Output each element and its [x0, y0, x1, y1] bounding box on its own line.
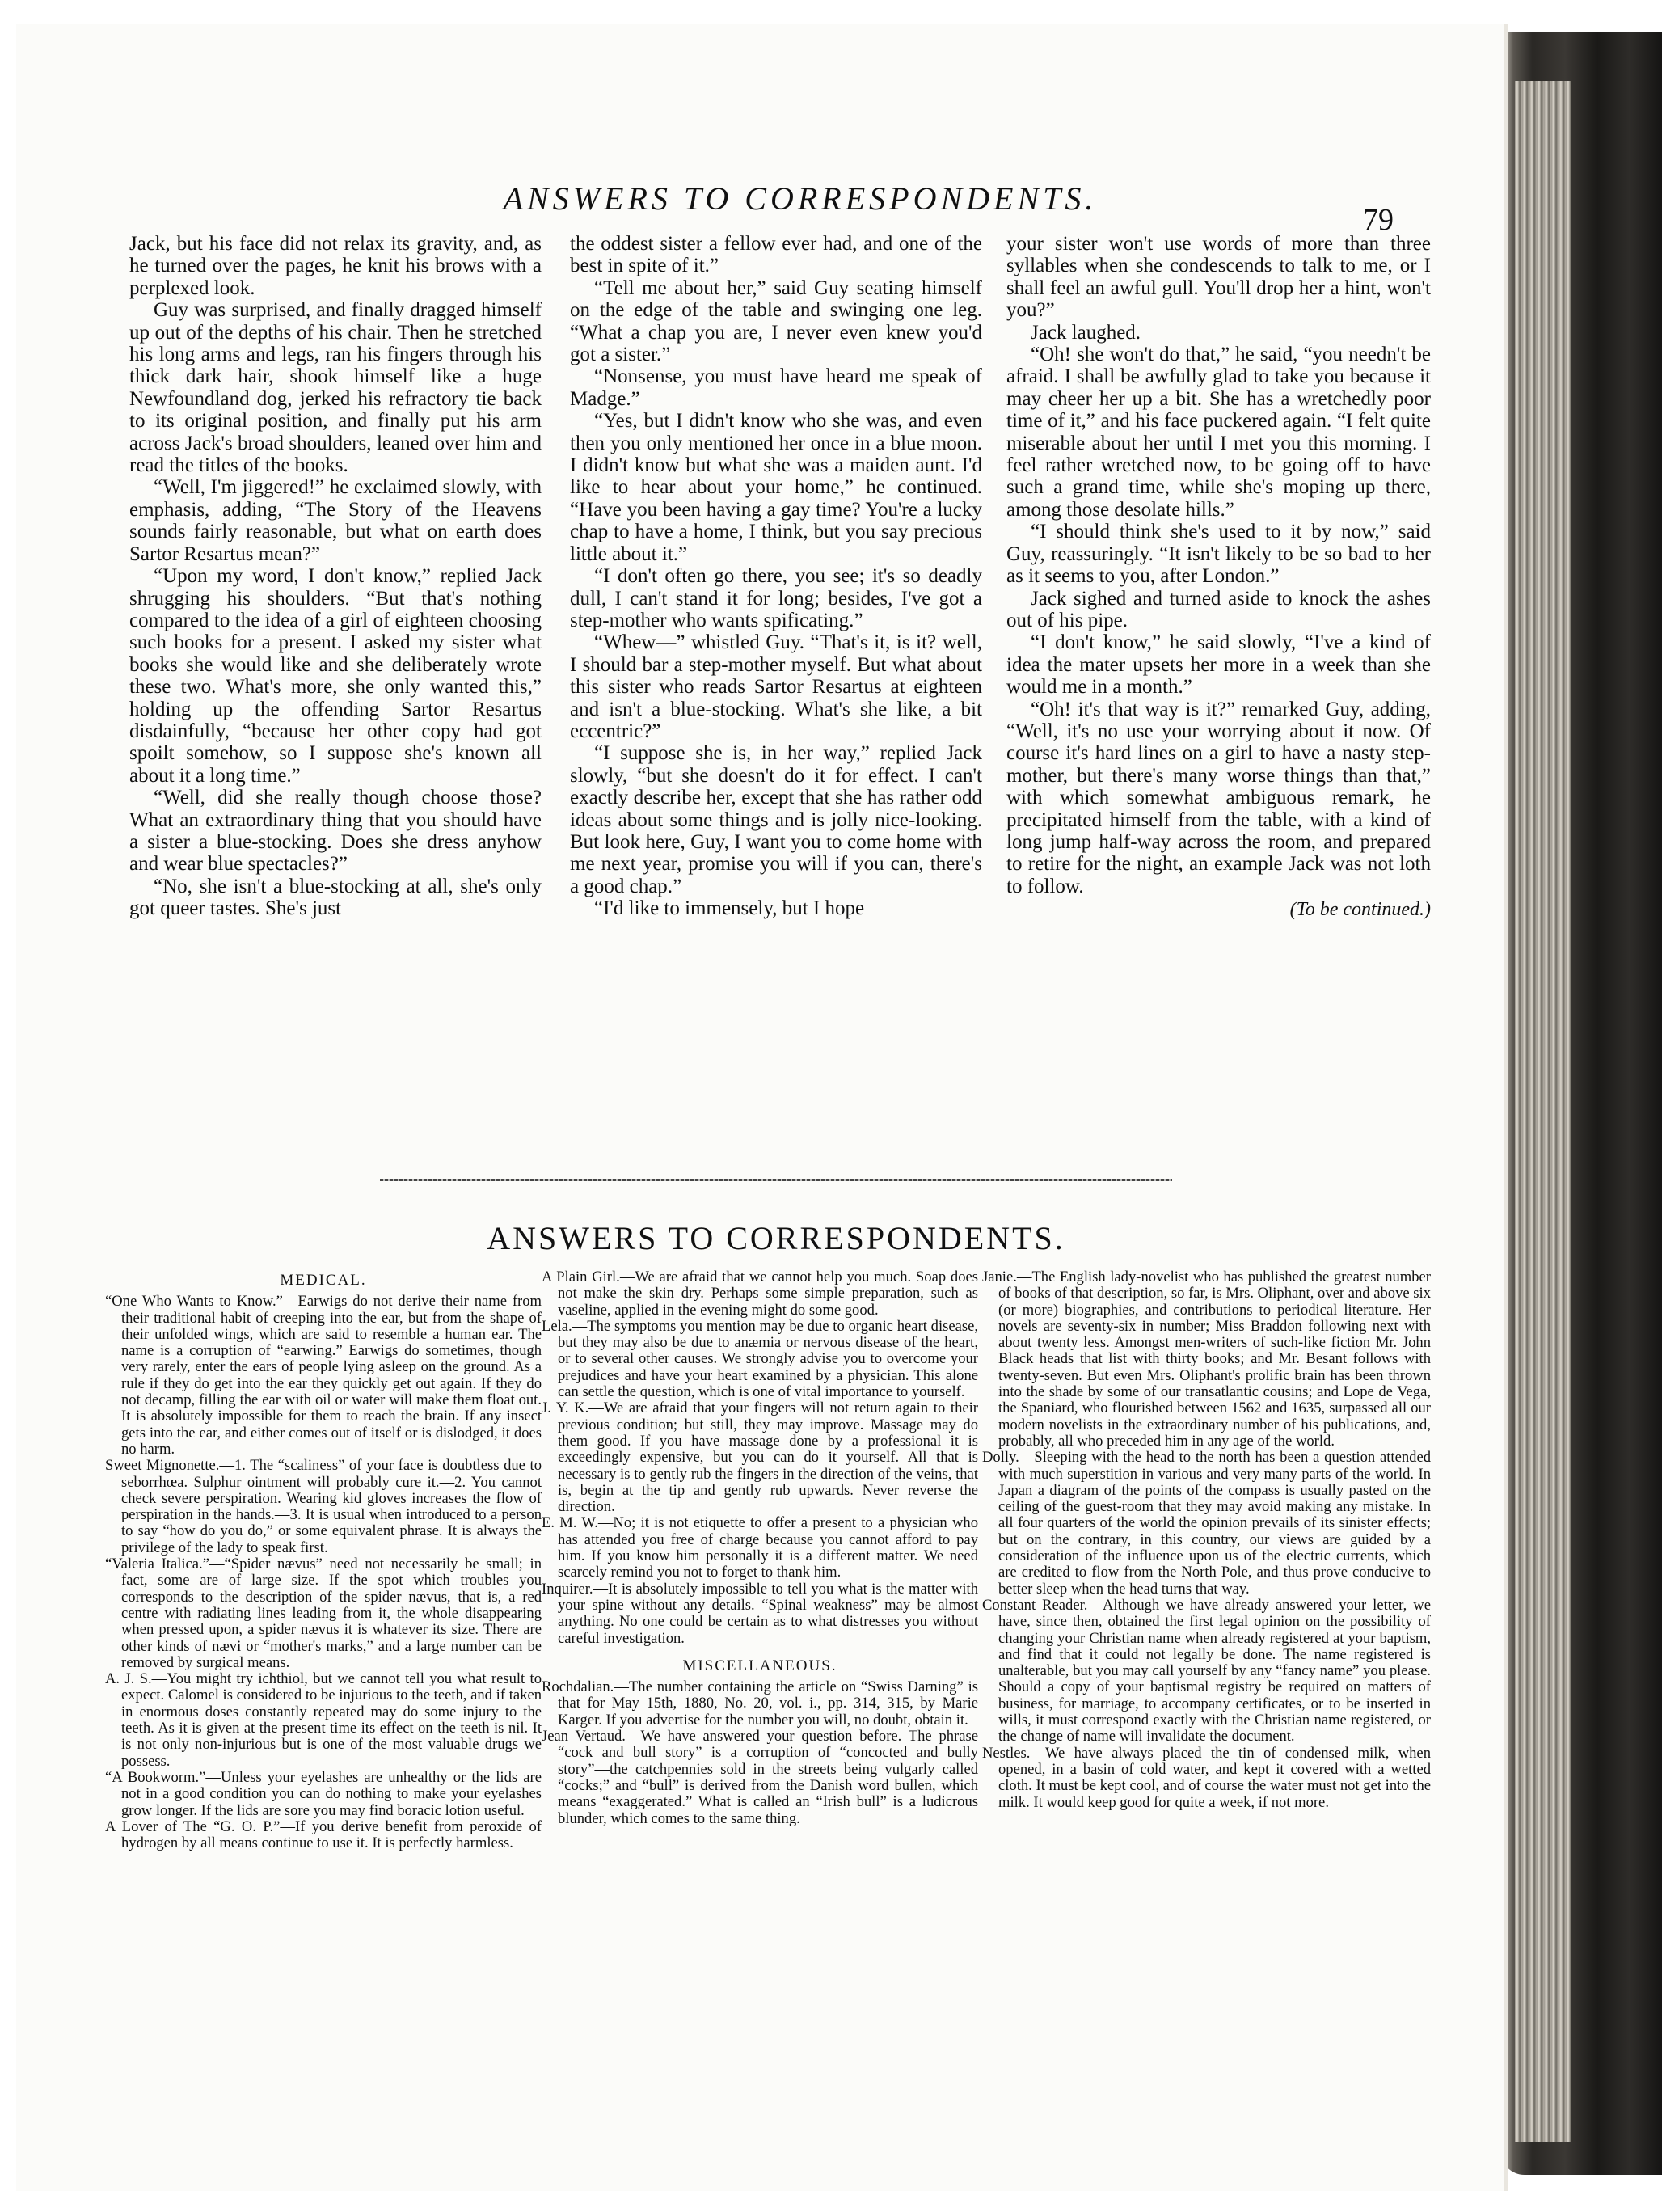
answer-entry: Constant Reader.—Although we have already answered your letter, we have, since then, obtained the first legal opinion on the possibility of changing your Christian name when already registered at your baptism, and find that it could not legally be done. The name registered is unalterable, but you may call yourself by any “fancy name” you please. Should a copy of your baptismal registry be required on matters of business, for marriage, to accompany certificates, or to be inserted in wills, it must correspond exactly with the Christian name registered, or the change of name will invalidate the document.: [982, 1596, 1431, 1746]
answers-column-3: [982, 1269, 1431, 1811]
story-paragraph: “I don't often go there, you see; it's so deadly dull, I can't stand it for long; besides, I've got a step-mother who wants spificating.”: [570, 565, 982, 631]
answer-entry: Rochdalian.—The number containing the article on “Swiss Darning” is that for May 15th, 1880, No. 20, vol. i., pp. 314, 315, by Marie Karger. If you advertise for the number you will, no doubt, obtain it.: [542, 1678, 978, 1729]
story-paragraph: your sister won't use words of more than three syllables when she condescends to talk to me, or I shall feel an awful gull. You'll drop her a hint, won't you?”: [1006, 233, 1431, 322]
story-column-1: [129, 233, 542, 920]
running-title: ANSWERS TO CORRESPONDENTS.: [503, 180, 1098, 217]
answer-entry: “One Who Wants to Know.”—Earwigs do not derive their name from their traditional habit of creeping into the ear, but from the shape of their unfolded wings, which are said to resemble a human ear. The name is a corruption of “earwing.” Earwigs do sometimes, though very rarely, enter the ears of people lying asleep on the ground. As a rule if they do get into the ear they quickly get out again. If they do not decamp, filling the ear with oil or water will make them float out. It is absolutely impossible for them to reach the brain. If any insect gets into the ear, and either comes out of itself or is dislodged, it does no harm.: [105, 1293, 542, 1458]
story-paragraph: “I should think she's used to it by now,” said Guy, reassuringly. “It isn't likely to be so bad to her as it seems to you, after London.”: [1006, 521, 1431, 588]
story-paragraph: “Oh! it's that way is it?” remarked Guy, adding, “Well, it's no use your worrying about it now. Of course it's hard lines on a girl to have a nasty step-mother, but there's many worse things than that,” with which somewhat ambiguous remark, he precipitated himself from the table, with a kind of long jump half-way across the room, and prepared to retire for the night, an example Jack was not loth to follow.: [1006, 698, 1431, 897]
story-paragraph: the oddest sister a fellow ever had, and one of the best in spite of it.”: [570, 233, 982, 277]
story-paragraph: “Nonsense, you must have heard me speak of Madge.”: [570, 365, 982, 410]
answers-title: ANSWERS TO CORRESPONDENTS.: [487, 1220, 1065, 1256]
answer-entry: A Plain Girl.—We are afraid that we cannot help you much. Soap does not make the skin dry. Perhaps some simple preparation, such as vaseline, applied in the evening might do some good.: [542, 1269, 978, 1319]
answer-entry: Lela.—The symptoms you mention may be due to organic heart disease, but they may also be due to anæmia or nervous disease of the heart, or to several other causes. We strongly advise you to overcome your prejudices and have your heart examined by a physician. This alone can settle the question, which is one of vital importance to yourself.: [542, 1317, 978, 1401]
answer-entry: A Lover of The “G. O. P.”—If you derive benefit from peroxide of hydrogen by all means continue to use it. It is perfectly harmless.: [105, 1817, 542, 1852]
answers-column-2: [542, 1269, 978, 1827]
answer-entry: “Valeria Italica.”—“Spider nævus” need not necessarily be small; in fact, some are of large size. If the spot which troubles you corresponds to the description of the spider nævus, that is, a red centre with radiating lines leading from it, the whole disappearing when pressed upon, a spider nævus it is whatever its size. There are other kinds of nævi or “mother's marks,” and a large number can be removed by surgical means.: [105, 1556, 542, 1671]
story-paragraph: “Well, I'm jiggered!” he exclaimed slowly, with emphasis, adding, “The Story of the Heavens sounds fairly reasonable, but what on earth does Sartor Resartus mean?”: [129, 476, 542, 565]
story-paragraph: “Whew—” whistled Guy. “That's it, is it? well, I should bar a step-mother myself. But what about this sister who reads Sartor Resartus at eighteen and isn't a blue-stocking. What's she like, a bit eccentric?”: [570, 631, 982, 742]
story-paragraph: Jack, but his face did not relax its gravity, and, as he turned over the pages, he knit his brows with a perplexed look.: [129, 233, 542, 299]
page-edges: [1515, 81, 1571, 2142]
answer-entry: Nestles.—We have always placed the tin of condensed milk, when opened, in a basin of cold water, and kept it covered with a wetted cloth. It must be kept cool, and of course the water must not get into the milk. It would keep good for quite a week, if not more.: [982, 1744, 1431, 1811]
miscellaneous-heading: MISCELLANEOUS.: [682, 1657, 837, 1674]
answer-entry: “A Bookworm.”—Unless your eyelashes are unhealthy or the lids are not in a good condition you can do nothing to make your eyelashes grow longer. If the lids are sore you may find boracic lotion useful.: [105, 1768, 542, 1819]
story-paragraph: “Tell me about her,” said Guy seating himself on the edge of the table and swinging one leg. “What a chap you are, I never even knew you'd got a sister.”: [570, 276, 982, 366]
page: [16, 24, 1508, 2191]
story-paragraph: “I suppose she is, in her way,” replied Jack slowly, “but she doesn't do it for effect. I can't exactly describe her, except that she has rather odd ideas about some things and is jolly nice-looking. But look here, Guy, I want you to come home with me next year, promise you will if you can, there's a good chap.”: [570, 742, 982, 897]
answer-entry: J. Y. K.—We are afraid that your fingers will not return again to their previous condition; but still, they may improve. Massage may do them good. If you have massage done by a professional it is exceedingly expensive, but you can do it yourself. All that is necessary is to gently rub the fingers in the direction of the veins, that is, begin at the tip and gently rub upwards. Never reverse the direction.: [542, 1399, 978, 1516]
book-edge: [1500, 32, 1662, 2175]
answers-column-1: [105, 1269, 542, 1851]
story-paragraph: “Well, did she really though choose those? What an extraordinary thing that you should have a sister a blue-stocking. Does she dress anyhow and wear blue spectacles?”: [129, 787, 542, 876]
answer-entry: E. M. W.—No; it is not etiquette to offer a present to a physician who has attended you free of charge because you cannot afford to pay him. If you know him personally it is a different matter. We need scarcely remind you not to forget to thank him.: [542, 1514, 978, 1581]
story-paragraph: Jack laughed.: [1031, 321, 1141, 344]
answer-entry: Janie.—The English lady-novelist who has published the greatest number of books of that description, so far, is Mrs. Oliphant, over and above six (or more) biographies, and contributions to periodical literature. Her novels are seventy-six in number; Miss Braddon following next with about twenty less. Amongst men-writers of such-like fiction Mr. John Black heads that list with thirty books; and Mr. Besant follows with twenty-seven. But even Mrs. Oliphant's prolific brain has been thrown into the shade by some of our transatlantic cousins; and Lope de Vega, the Spaniard, who flourished between 1562 and 1635, surpassed all our modern novelists in the extraordinary number of his publications, and, probably, all who preceded him in any age of the world.: [982, 1269, 1431, 1450]
answer-entry: Dolly.—Sleeping with the head to the north has been a question attended with much superstition in various and very many parts of the world. In Japan a diagram of the points of the compass is usually pasted on the ceiling of the guest-room that they may avoid making any mistake. In all four quarters of the world the opinion prevails of its sinister effects; but on the contrary, in this country, our views are guided by a consideration of the influence upon us of the electric currents, which are credited to flow from the North Pole, and thus prove conducive to better sleep when the head turns that way.: [982, 1449, 1431, 1598]
story-paragraph: “I'd like to immensely, but I hope: [594, 897, 865, 920]
story-paragraph: “No, she isn't a blue-stocking at all, she's only got queer tastes. She's just: [129, 875, 542, 920]
answer-entry: Inquirer.—It is absolutely impossible to tell you what is the matter with your spine without any details. “Spinal weakness” may be almost anything. No one could be certain as to what distresses you without careful investigation.: [542, 1580, 978, 1647]
story-paragraph: Guy was surprised, and finally dragged himself up out of the depths of his chair. Then he stretched his long arms and legs, ran his fingers through his thick dark hair, shook himself like a huge Newfoundland dog, jerked his refractory tie back to its original position, and finally put his arm across Jack's broad shoulders, leaned over him and read the titles of the books.: [129, 299, 542, 477]
answer-entry: A. J. S.—You might try ichthiol, but we cannot tell you what result to expect. Calomel is considered to be injurious to the teeth, and if taken in enormous doses constantly repeated may do some injury to the teeth. As it is given at the present time its effect on the teeth is nil. It is not only non-injurious but is one of the most valuable drugs we possess.: [105, 1670, 542, 1770]
story-paragraph: “Yes, but I didn't know who she was, and even then you only mentioned her once in a blue moon. I didn't know but what she was a maiden aunt. I'd like to hear about your home,” he continued. “Have you been having a gay time? You're a lucky chap to have a home, I think, but you say precious little about it.”: [570, 410, 982, 565]
story-column-2: [570, 233, 982, 920]
story-paragraph: “I don't know,” he said slowly, “I've a kind of idea the mater upsets her more in a week than she would me in a month.”: [1006, 631, 1431, 699]
story-paragraph: “Upon my word, I don't know,” replied Jack shrugging his shoulders. “But that's nothing compared to the idea of a girl of eighteen choosing such books for a present. I asked my sister what books she would like and she deliberately wrote these two. What's more, she only wanted this,” holding up the offending Sartor Resartus disdainfully, “because her other copy had got spoilt somehow, so I suppose she's known all about it a long time.”: [129, 565, 542, 787]
story-column-3: [1006, 233, 1431, 922]
story-paragraph: “Oh! she won't do that,” he said, “you needn't be afraid. I shall be awfully glad to take you because it may cheer her up a bit. She has a wretchedly poor time of it,” and his face puckered again. “I felt quite miserable about her until I met you this morning. I feel rather wretched now, to be going off to have such a grand time, while she's moping up there, among those desolate hills.”: [1006, 344, 1431, 521]
answer-entry: Jean Vertaud.—We have answered your question before. The phrase “cock and bull story” is a corruption of “concocted and bully story”—the catchpennies sold in the streets being vulgarly called “cocks;” and “bull” is derived from the Danish word bullen, which means “exaggerated.” What is called an “Irish bull” is a ludicrous blunder, which comes to the same thing.: [542, 1728, 978, 1827]
section-divider: [380, 1179, 1172, 1181]
to-be-continued: (To be continued.): [1289, 899, 1431, 921]
page-number: 79: [1363, 203, 1394, 237]
medical-heading: MEDICAL.: [280, 1272, 367, 1289]
answer-entry: Sweet Mignonette.—1. The “scaliness” of your face is doubtless due to seborrhœa. Sulphur ointment will probably cure it.—2. You cannot check severe perspiration. Wearing kid gloves increases the flow of perspiration in the hands.—3. It is usual when introduced to a person to say “how do you do,” or some equivalent phrase. It is always the privilege of the lady to speak first.: [105, 1457, 542, 1556]
story-paragraph: Jack sighed and turned aside to knock the ashes out of his pipe.: [1006, 587, 1431, 631]
